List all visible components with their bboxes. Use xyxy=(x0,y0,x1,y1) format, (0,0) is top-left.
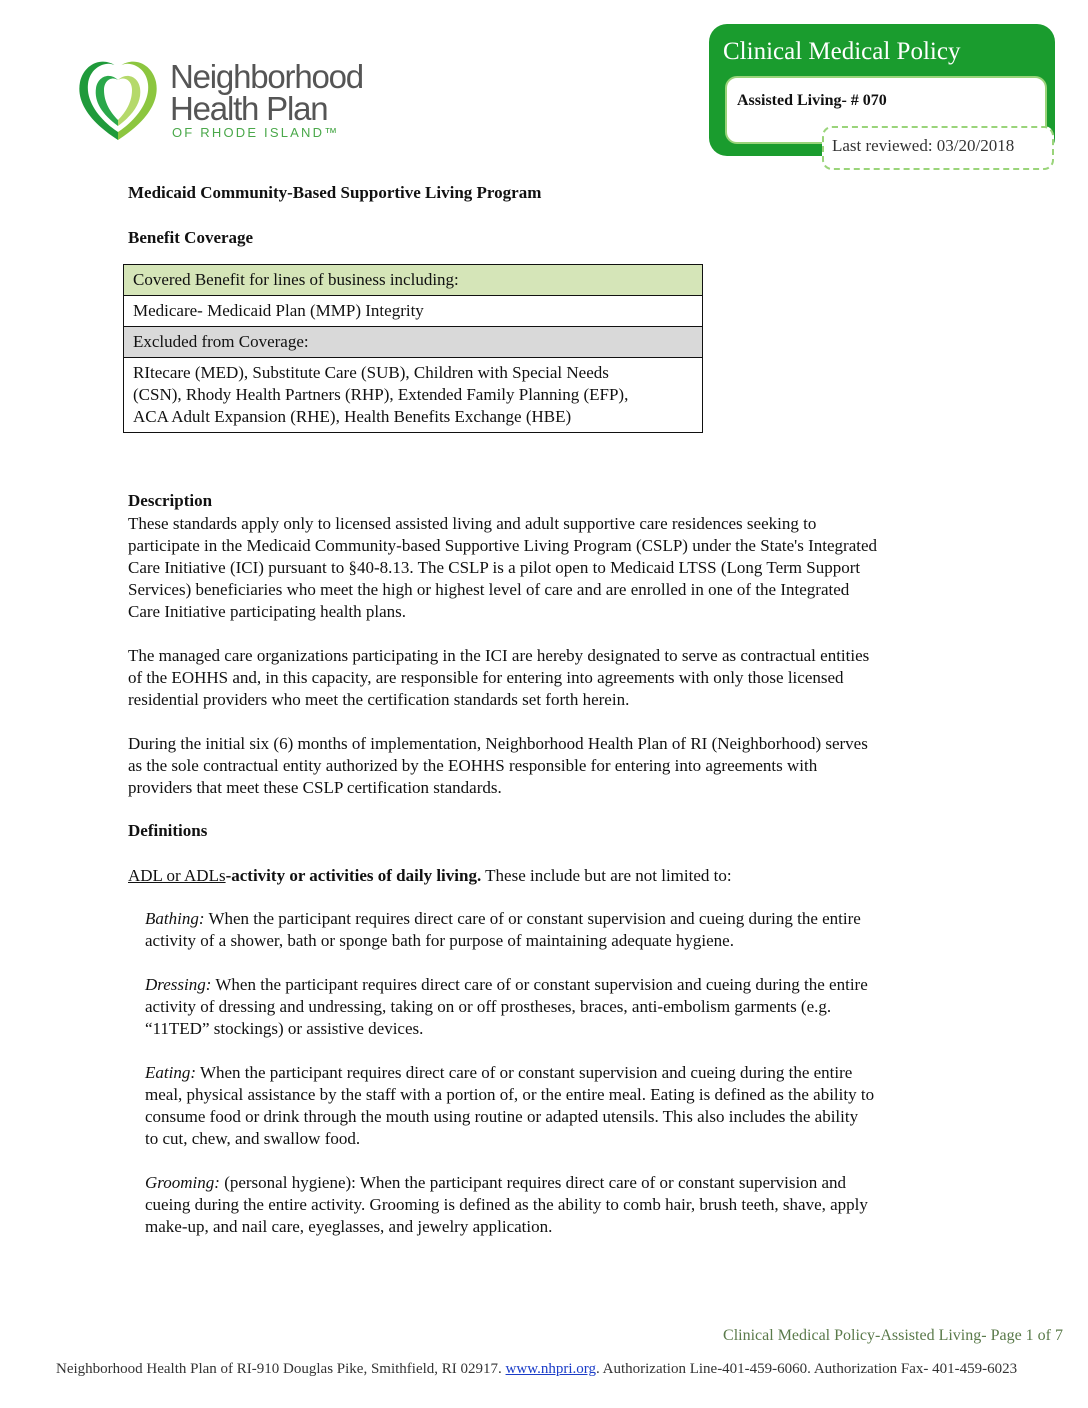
text-line: consume food or drink through the mouth using routine or adapted utensils. This also includes the ability xyxy=(145,1107,859,1126)
address-prefix: Neighborhood Health Plan of RI-910 Douglas Pike, Smithfield, RI 02917. xyxy=(56,1361,506,1377)
description-paragraph-2 xyxy=(128,645,869,711)
benefit-heading: Benefit Coverage xyxy=(128,228,254,247)
grooming-definition xyxy=(145,1172,868,1238)
text-line: as the sole contractual entity authorized by the EOHHS responsible for entering into agreements with xyxy=(128,756,818,775)
covered-header: Covered Benefit for lines of business including: xyxy=(124,265,703,296)
adl-rest: These include but are not limited to: xyxy=(481,866,732,885)
eating-definition xyxy=(145,1062,874,1150)
text-line: When the participant requires direct care of or constant supervision and cueing during the entire xyxy=(204,909,861,928)
bathing-definition xyxy=(145,908,861,952)
last-reviewed: Last reviewed: 03/20/2018 xyxy=(822,126,1054,170)
address-footer xyxy=(56,1361,1017,1378)
bathing-term: Bathing: xyxy=(145,909,205,928)
text-line: (personal hygiene): When the participant requires direct care of or constant supervision and xyxy=(219,1173,847,1192)
definitions-heading: Definitions xyxy=(128,821,208,840)
excluded-line: (CSN), Rhody Health Partners (RHP), Extended Family Planning (EFP), xyxy=(133,385,629,404)
text-line: meal, physical assistance by the staff with a portion of, or the entire meal. Eating is defined as the ability to xyxy=(145,1085,875,1104)
text-line: to cut, chew, and swallow food. xyxy=(145,1129,361,1148)
text-line: cueing during the entire activity. Grooming is defined as the ability to comb hair, brush teeth, shave, apply xyxy=(145,1195,868,1214)
description-heading: Description xyxy=(128,491,213,510)
text-line: activity of a shower, bath or sponge bath for purpose of maintaining adequate hygiene. xyxy=(145,931,734,950)
text-line: The managed care organizations participating in the ICI are hereby designated to serve as contractual entities xyxy=(128,646,870,665)
text-line: providers that meet these CSLP certification standards. xyxy=(128,778,502,797)
page-footer: Clinical Medical Policy-Assisted Living- Page 1 of 7 xyxy=(723,1327,1063,1344)
logo-icon xyxy=(72,52,164,144)
logo-text-line2: Health Plan xyxy=(170,90,328,127)
adl-term: ADL or ADLs xyxy=(128,866,226,885)
text-line: Care Initiative (ICI) pursuant to §40-8.13. The CSLP is a pilot open to Medicaid LTSS (Long Term Support xyxy=(128,558,861,577)
adl-bold: -activity or activities of daily living. xyxy=(225,866,482,885)
description-paragraph-1 xyxy=(128,513,877,623)
covered-value: Medicare- Medicaid Plan (MMP) Integrity xyxy=(124,296,703,327)
dressing-definition xyxy=(145,974,868,1040)
coverage-table xyxy=(123,264,703,433)
description-paragraph-3 xyxy=(128,733,868,799)
website-link[interactable]: www.nhpri.org xyxy=(505,1361,596,1377)
text-line: “11TED” stockings) or assistive devices. xyxy=(145,1019,424,1038)
excluded-header: Excluded from Coverage: xyxy=(124,327,703,358)
excluded-line: RItecare (MED), Substitute Care (SUB), Children with Special Needs xyxy=(133,363,609,382)
policy-number: Assisted Living- # 070 xyxy=(737,92,887,109)
grooming-term: Grooming: xyxy=(145,1173,220,1192)
text-line: activity of dressing and undressing, taking on or off prostheses, braces, anti-embolism garments (e.g. xyxy=(145,997,832,1016)
text-line: When the participant requires direct care of or constant supervision and cueing during the entire xyxy=(196,1063,853,1082)
excluded-line: ACA Adult Expansion (RHE), Health Benefits Exchange (HBE) xyxy=(133,407,572,426)
address-suffix: . Authorization Line-401-459-6060. Authorization Fax- 401-459-6023 xyxy=(595,1361,1018,1377)
excluded-value xyxy=(124,358,703,433)
logo-text-line3: OF RHODE ISLAND™ xyxy=(172,125,340,140)
logo-text-line1: Neighborhood xyxy=(170,58,363,95)
dressing-term: Dressing: xyxy=(145,975,212,994)
adl-definition xyxy=(128,865,732,887)
text-line: make-up, and nail care, eyeglasses, and jewelry application. xyxy=(145,1217,553,1236)
program-title: Medicaid Community-Based Supportive Living Program xyxy=(128,183,542,202)
text-line: When the participant requires direct care of or constant supervision and cueing during the entire xyxy=(211,975,868,994)
text-line: residential providers who meet the certification standards set forth herein. xyxy=(128,690,630,709)
text-line: These standards apply only to licensed assisted living and adult supportive care residences seeking to xyxy=(128,514,817,533)
text-line: of the EOHHS and, in this capacity, are responsible for entering into agreements with only those licensed xyxy=(128,668,844,687)
text-line: participate in the Medicaid Community-based Supportive Living Program (CSLP) under the State's Integrated xyxy=(128,536,878,555)
text-line: During the initial six (6) months of implementation, Neighborhood Health Plan of RI (Neighborhood) serves xyxy=(128,734,868,753)
policy-title: Clinical Medical Policy xyxy=(723,38,961,65)
eating-term: Eating: xyxy=(145,1063,196,1082)
text-line: Services) beneficiaries who meet the high or highest level of care and are enrolled in one of the Integrated xyxy=(128,580,850,599)
text-line: Care Initiative participating health plans. xyxy=(128,602,407,621)
